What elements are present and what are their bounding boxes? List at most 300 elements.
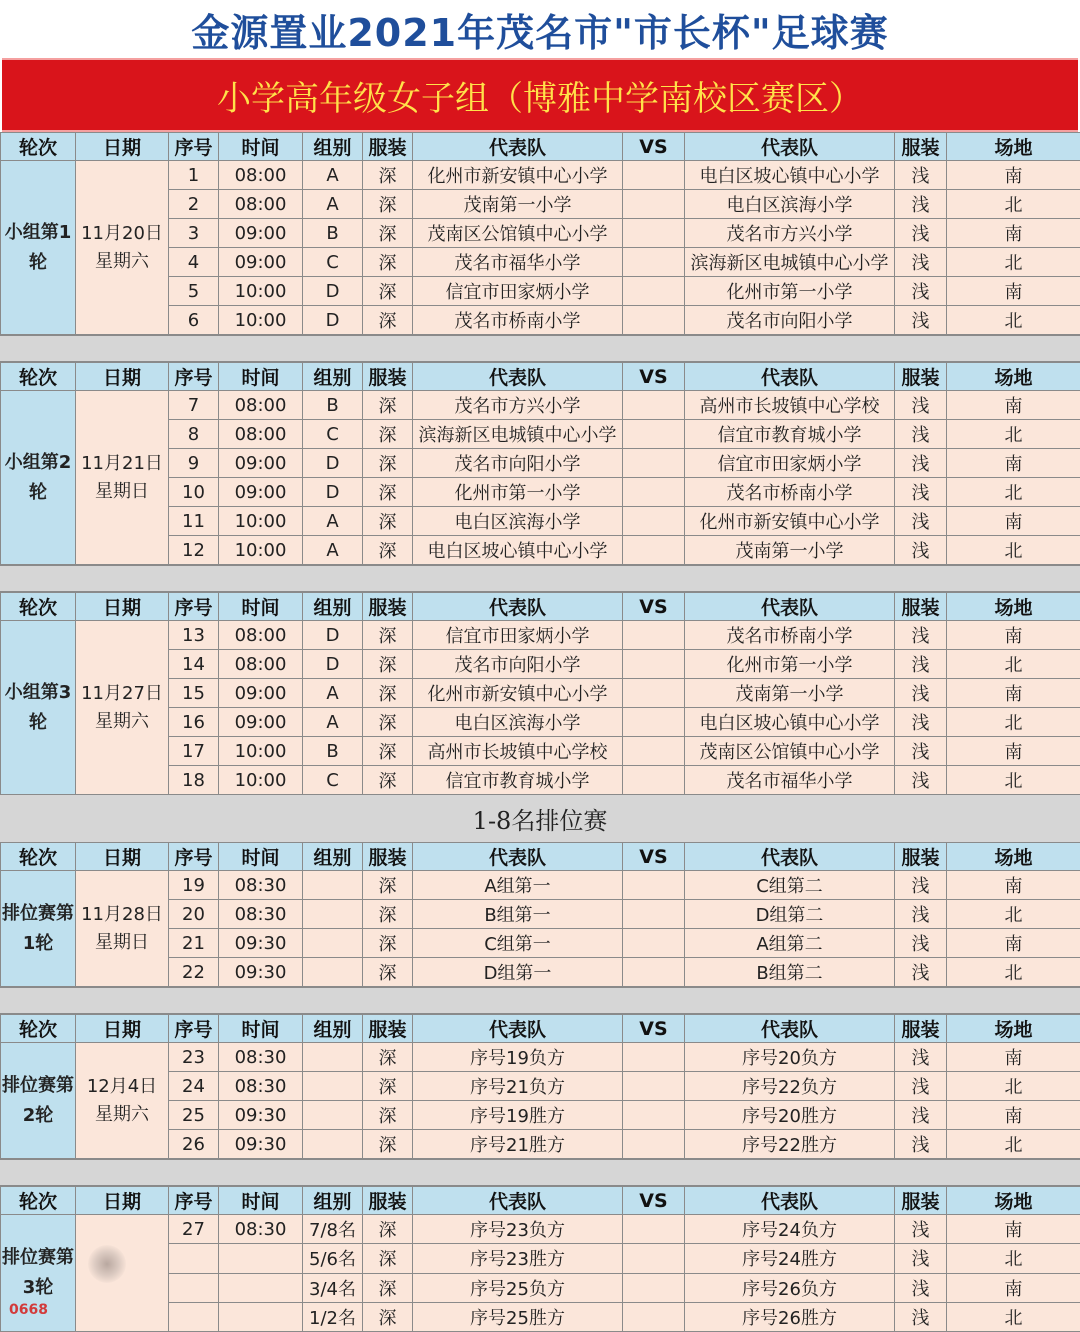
match-time: 09:00 [219,708,303,737]
weekday-text: 星期六 [76,248,168,276]
match-time: 10:00 [219,306,303,335]
group-cell: A [303,190,363,219]
field-cell: 南 [947,737,1080,766]
kit-cell: 深 [363,1043,413,1072]
kit-cell: 浅 [895,1273,947,1302]
vs-cell [623,871,685,900]
match-number: 13 [169,621,219,650]
match-time: 10:00 [219,737,303,766]
team-b-cell: 滨海新区电城镇中心小学 [685,248,895,277]
column-header: 日期 [76,1187,169,1215]
column-header: 时间 [219,133,303,161]
team-b-cell: 信宜市田家炳小学 [685,449,895,478]
kit-cell: 浅 [895,248,947,277]
vs-cell [623,1302,685,1331]
team-b-cell: D组第二 [685,900,895,929]
kit-cell: 浅 [895,1244,947,1273]
team-b-cell: 序号24胜方 [685,1244,895,1273]
team-a-cell: C组第一 [413,929,623,958]
vs-cell [623,766,685,795]
kit-cell: 深 [363,536,413,565]
team-b-cell: 电白区坡心镇中心小学 [685,708,895,737]
kit-cell: 深 [363,929,413,958]
field-cell: 北 [947,248,1080,277]
column-header: 组别 [303,133,363,161]
column-header: 组别 [303,593,363,621]
group-cell: D [303,650,363,679]
vs-cell [623,1273,685,1302]
round-table [0,362,1080,565]
kit-cell: 深 [363,900,413,929]
group-cell [303,958,363,987]
kit-cell: 浅 [895,679,947,708]
column-header: 服装 [363,1015,413,1043]
kit-cell: 深 [363,1101,413,1130]
kit-cell: 深 [363,161,413,190]
team-a-cell: 信宜市田家炳小学 [413,621,623,650]
weekday-text: 星期六 [76,1101,168,1129]
vs-cell [623,1101,685,1130]
field-cell: 南 [947,507,1080,536]
date-text: 11月21日 [76,450,168,478]
kit-cell: 浅 [895,190,947,219]
match-number: 11 [169,507,219,536]
round-label: 小组第3轮 [1,621,76,795]
kit-cell: 深 [363,708,413,737]
kit-cell: 浅 [895,1101,947,1130]
kit-cell: 深 [363,277,413,306]
match-number: 4 [169,248,219,277]
group-cell: B [303,737,363,766]
team-b-cell: 序号20胜方 [685,1101,895,1130]
field-cell: 北 [947,900,1080,929]
kit-cell: 浅 [895,650,947,679]
column-header: 场地 [947,1015,1080,1043]
column-header: 代表队 [685,1187,895,1215]
group-cell: A [303,708,363,737]
column-header: 服装 [363,843,413,871]
vs-cell [623,958,685,987]
team-a-cell: 序号23胜方 [413,1244,623,1273]
column-header: 服装 [363,1187,413,1215]
field-cell: 南 [947,621,1080,650]
watermark-logo: 0668 [9,1295,48,1325]
match-number: 12 [169,536,219,565]
vs-cell [623,507,685,536]
field-cell: 北 [947,536,1080,565]
blurred-image [76,1215,168,1331]
field-cell: 南 [947,1215,1080,1244]
match-number: 7 [169,391,219,420]
column-header: 序号 [169,843,219,871]
match-number: 26 [169,1130,219,1159]
match-number: 14 [169,650,219,679]
column-header: 代表队 [685,133,895,161]
team-a-cell: 茂南区公馆镇中心小学 [413,219,623,248]
match-time [219,1273,303,1302]
match-number: 9 [169,449,219,478]
team-b-cell: 茂南区公馆镇中心小学 [685,737,895,766]
match-time: 08:00 [219,621,303,650]
match-number: 5 [169,277,219,306]
vs-cell [623,929,685,958]
match-time: 08:00 [219,420,303,449]
round-label: 小组第1轮 [1,161,76,335]
date-cell [76,161,169,335]
field-cell: 北 [947,958,1080,987]
column-header: 服装 [363,133,413,161]
kit-cell: 深 [363,871,413,900]
vs-cell [623,1043,685,1072]
kit-cell: 浅 [895,306,947,335]
round-table [0,1014,1080,1159]
team-b-cell: 化州市第一小学 [685,277,895,306]
date-cell [76,871,169,987]
group-cell: D [303,306,363,335]
kit-cell: 深 [363,1072,413,1101]
header-row [1,133,1080,161]
group-cell [303,929,363,958]
column-header: 代表队 [685,1015,895,1043]
match-time: 08:00 [219,650,303,679]
date-text: 12月4日 [76,1073,168,1101]
vs-cell [623,478,685,507]
column-header: 时间 [219,1187,303,1215]
column-header: 代表队 [413,1187,623,1215]
column-header: VS [623,363,685,391]
field-cell: 北 [947,1130,1080,1159]
kit-cell: 深 [363,1215,413,1244]
kit-cell: 深 [363,621,413,650]
weekday-text: 星期日 [76,478,168,506]
match-number: 10 [169,478,219,507]
team-a-cell: 电白区滨海小学 [413,507,623,536]
column-header: 服装 [895,843,947,871]
column-header: VS [623,1187,685,1215]
column-header: 日期 [76,843,169,871]
field-cell: 南 [947,1101,1080,1130]
team-a-cell: 信宜市田家炳小学 [413,277,623,306]
match-number: 15 [169,679,219,708]
group-cell: D [303,449,363,478]
match-number: 27 [169,1215,219,1244]
match-time: 09:30 [219,958,303,987]
team-a-cell: 化州市新安镇中心小学 [413,161,623,190]
match-time: 09:00 [219,248,303,277]
field-cell: 北 [947,190,1080,219]
kit-cell: 深 [363,248,413,277]
column-header: 序号 [169,1187,219,1215]
kit-cell: 深 [363,449,413,478]
kit-cell: 浅 [895,737,947,766]
column-header: 服装 [895,363,947,391]
match-time [219,1302,303,1331]
group-cell [303,1101,363,1130]
team-a-cell: 序号25负方 [413,1273,623,1302]
column-header: 轮次 [1,363,76,391]
team-b-cell: A组第二 [685,929,895,958]
column-header: 轮次 [1,1015,76,1043]
vs-cell [623,650,685,679]
match-number: 19 [169,871,219,900]
vs-cell [623,449,685,478]
round-label: 排位赛第2轮 [1,1043,76,1159]
match-time: 09:30 [219,1130,303,1159]
group-cell: A [303,679,363,708]
column-header: 服装 [363,363,413,391]
column-header: 日期 [76,593,169,621]
kit-cell: 深 [363,958,413,987]
match-number: 6 [169,306,219,335]
column-header: 日期 [76,363,169,391]
group-cell: 1/2名 [303,1302,363,1331]
kit-cell: 浅 [895,277,947,306]
team-a-cell: 序号19负方 [413,1043,623,1072]
team-b-cell: 高州市长坡镇中心学校 [685,391,895,420]
kit-cell: 深 [363,306,413,335]
team-b-cell: 化州市第一小学 [685,650,895,679]
match-number: 17 [169,737,219,766]
group-cell: C [303,766,363,795]
vs-cell [623,1130,685,1159]
group-cell: C [303,248,363,277]
group-cell: A [303,507,363,536]
team-b-cell: 序号22负方 [685,1072,895,1101]
column-header: 代表队 [413,1015,623,1043]
header-row [1,1015,1080,1043]
schedule [0,132,1080,1332]
team-b-cell: 电白区坡心镇中心小学 [685,161,895,190]
team-a-cell: 茂名市方兴小学 [413,391,623,420]
table-row [1,871,1080,900]
kit-cell: 深 [363,679,413,708]
kit-cell: 浅 [895,1072,947,1101]
match-time: 09:00 [219,219,303,248]
section-divider [0,1159,1080,1186]
column-header: 序号 [169,593,219,621]
header-row [1,843,1080,871]
field-cell: 北 [947,1072,1080,1101]
table-row [1,1043,1080,1072]
match-time: 09:30 [219,1101,303,1130]
kit-cell: 浅 [895,1130,947,1159]
team-a-cell: 茂南第一小学 [413,190,623,219]
section-divider [0,987,1080,1014]
match-time: 10:00 [219,536,303,565]
field-cell: 南 [947,1043,1080,1072]
column-header: VS [623,133,685,161]
team-b-cell: C组第二 [685,871,895,900]
header-row [1,1187,1080,1215]
match-time: 08:30 [219,1072,303,1101]
vs-cell [623,248,685,277]
field-cell: 南 [947,277,1080,306]
match-time: 08:00 [219,391,303,420]
field-cell: 南 [947,1273,1080,1302]
field-cell: 南 [947,449,1080,478]
field-cell: 南 [947,219,1080,248]
kit-cell: 浅 [895,420,947,449]
field-cell: 北 [947,1244,1080,1273]
match-number: 22 [169,958,219,987]
match-time: 09:00 [219,679,303,708]
vs-cell [623,219,685,248]
team-b-cell: 序号26负方 [685,1273,895,1302]
kit-cell: 浅 [895,958,947,987]
column-header: 轮次 [1,843,76,871]
page-title: 金源置业2021年茂名市"市长杯"足球赛 [0,0,1080,58]
column-header: 服装 [895,1015,947,1043]
kit-cell: 浅 [895,708,947,737]
team-b-cell: 序号22胜方 [685,1130,895,1159]
field-cell: 南 [947,929,1080,958]
team-a-cell: 序号23负方 [413,1215,623,1244]
round-table [0,1186,1080,1332]
vs-cell [623,621,685,650]
team-a-cell: 高州市长坡镇中心学校 [413,737,623,766]
vs-cell [623,420,685,449]
column-header: 组别 [303,1015,363,1043]
team-a-cell: 滨海新区电城镇中心小学 [413,420,623,449]
match-time [219,1244,303,1273]
match-number [169,1273,219,1302]
match-time: 08:30 [219,900,303,929]
match-number: 18 [169,766,219,795]
field-cell: 北 [947,1302,1080,1331]
kit-cell: 浅 [895,507,947,536]
section-divider [0,335,1080,362]
team-b-cell: 化州市新安镇中心小学 [685,507,895,536]
match-number: 21 [169,929,219,958]
team-a-cell: 化州市新安镇中心小学 [413,679,623,708]
match-time: 08:30 [219,871,303,900]
team-b-cell: 茂名市福华小学 [685,766,895,795]
match-number: 16 [169,708,219,737]
kit-cell: 浅 [895,766,947,795]
field-cell: 北 [947,766,1080,795]
team-b-cell: 茂名市桥南小学 [685,478,895,507]
column-header: 场地 [947,133,1080,161]
field-cell: 南 [947,679,1080,708]
vs-cell [623,277,685,306]
column-header: 场地 [947,843,1080,871]
match-time: 08:00 [219,161,303,190]
group-cell [303,871,363,900]
date-cell [76,1215,169,1332]
kit-cell: 深 [363,650,413,679]
column-header: 服装 [895,1187,947,1215]
column-header: 服装 [895,133,947,161]
column-header: VS [623,843,685,871]
column-header: 服装 [363,593,413,621]
team-a-cell: 茂名市福华小学 [413,248,623,277]
team-b-cell: 电白区滨海小学 [685,190,895,219]
kit-cell: 浅 [895,478,947,507]
column-header: 场地 [947,1187,1080,1215]
column-header: 时间 [219,593,303,621]
vs-cell [623,708,685,737]
vs-cell [623,1072,685,1101]
team-a-cell: 序号21负方 [413,1072,623,1101]
team-a-cell: B组第一 [413,900,623,929]
date-text: 11月27日 [76,680,168,708]
column-header: 轮次 [1,593,76,621]
date-text: 11月20日 [76,220,168,248]
kit-cell: 深 [363,766,413,795]
match-time: 10:00 [219,277,303,306]
team-a-cell: 序号21胜方 [413,1130,623,1159]
date-text: 11月28日 [76,901,168,929]
column-header: 场地 [947,363,1080,391]
round-table [0,132,1080,335]
match-number [169,1244,219,1273]
field-cell: 南 [947,391,1080,420]
kit-cell: 浅 [895,1215,947,1244]
team-b-cell: 茂名市方兴小学 [685,219,895,248]
team-b-cell: 信宜市教育城小学 [685,420,895,449]
group-cell: D [303,277,363,306]
team-a-cell: 茂名市桥南小学 [413,306,623,335]
team-b-cell: 序号20负方 [685,1043,895,1072]
column-header: 序号 [169,1015,219,1043]
vs-cell [623,737,685,766]
group-cell [303,1072,363,1101]
column-header: 代表队 [685,843,895,871]
column-header: 时间 [219,363,303,391]
kit-cell: 浅 [895,219,947,248]
field-cell: 北 [947,708,1080,737]
match-number: 3 [169,219,219,248]
group-cell: B [303,219,363,248]
team-b-cell: 序号24负方 [685,1215,895,1244]
team-b-cell: 茂名市桥南小学 [685,621,895,650]
match-number: 1 [169,161,219,190]
weekday-text: 星期日 [76,929,168,957]
round-label: 小组第2轮 [1,391,76,565]
match-time: 09:00 [219,478,303,507]
field-cell: 南 [947,871,1080,900]
column-header: 时间 [219,843,303,871]
header-row [1,593,1080,621]
vs-cell [623,900,685,929]
group-cell: 7/8名 [303,1215,363,1244]
column-header: 场地 [947,593,1080,621]
column-header: 服装 [895,593,947,621]
column-header: VS [623,1015,685,1043]
column-header: 组别 [303,1187,363,1215]
vs-cell [623,306,685,335]
vs-cell [623,1244,685,1273]
team-b-cell: 序号26胜方 [685,1302,895,1331]
team-a-cell: 信宜市教育城小学 [413,766,623,795]
vs-cell [623,391,685,420]
kit-cell: 浅 [895,871,947,900]
date-cell [76,391,169,565]
vs-cell [623,679,685,708]
column-header: VS [623,593,685,621]
column-header: 代表队 [413,363,623,391]
kit-cell: 深 [363,737,413,766]
team-b-cell: 茂南第一小学 [685,536,895,565]
group-cell: D [303,478,363,507]
round-label: 排位赛第3轮 0668 [1,1215,76,1332]
group-cell [303,1043,363,1072]
team-a-cell: 茂名市向阳小学 [413,449,623,478]
vs-cell [623,1215,685,1244]
match-number: 2 [169,190,219,219]
kit-cell: 深 [363,1244,413,1273]
kit-cell: 深 [363,391,413,420]
